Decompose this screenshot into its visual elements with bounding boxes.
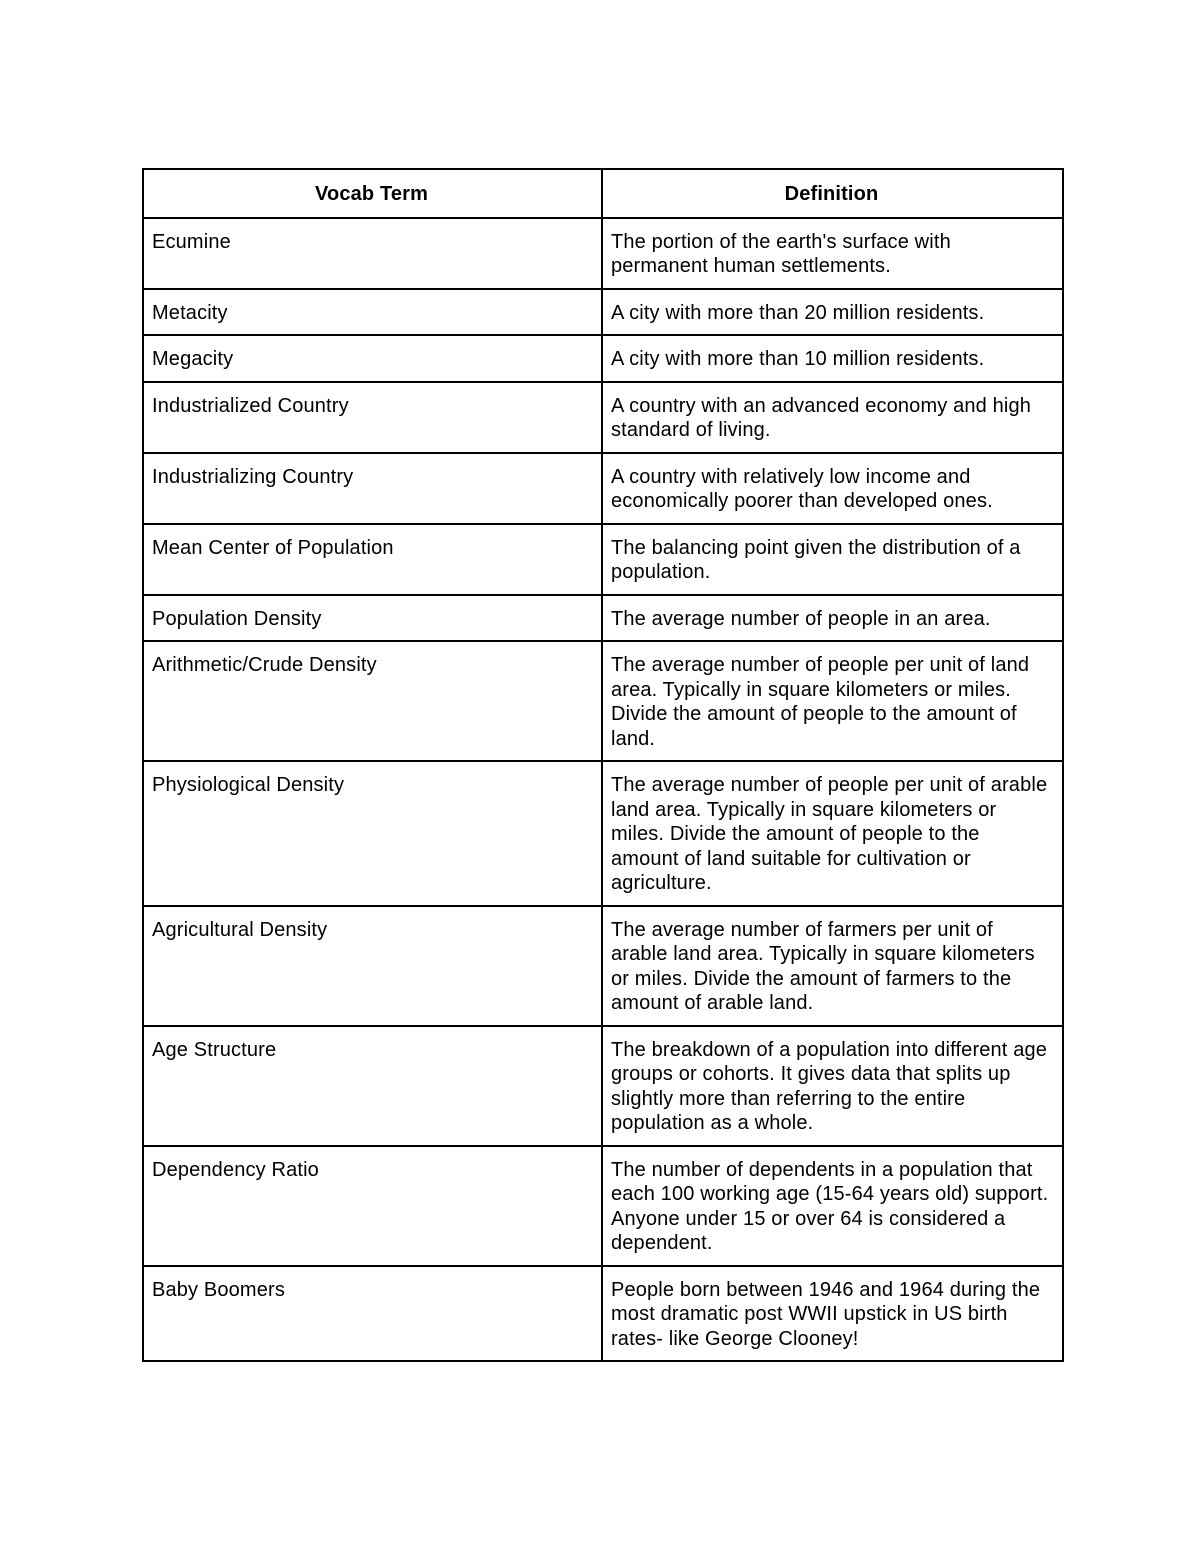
header-definition: Definition [602,169,1063,218]
vocab-table [142,168,1064,1362]
table-header-row [143,169,1063,218]
definition-cell: The number of dependents in a population that each 100 working age (15-64 years old) support. Anyone under 15 or over 64 is considered a dependent. [602,1146,1063,1266]
table-row [143,1266,1063,1362]
definition-cell: A city with more than 10 million residents. [602,335,1063,382]
table-row [143,595,1063,642]
term-cell: Population Density [143,595,602,642]
table-row [143,289,1063,336]
term-cell: Industrializing Country [143,453,602,524]
definition-cell: A city with more than 20 million residents. [602,289,1063,336]
table-row [143,335,1063,382]
term-cell: Industrialized Country [143,382,602,453]
term-cell: Metacity [143,289,602,336]
header-vocab-term: Vocab Term [143,169,602,218]
table-row [143,382,1063,453]
definition-cell: The average number of people per unit of land area. Typically in square kilometers or miles. Divide the amount of people to the amount of land. [602,641,1063,761]
term-cell: Agricultural Density [143,906,602,1026]
definition-cell: The breakdown of a population into different age groups or cohorts. It gives data that splits up slightly more than referring to the entire population as a whole. [602,1026,1063,1146]
definition-cell: The portion of the earth's surface with permanent human settlements. [602,218,1063,289]
table-row [143,906,1063,1026]
term-cell: Dependency Ratio [143,1146,602,1266]
term-cell: Arithmetic/Crude Density [143,641,602,761]
table-row [143,1146,1063,1266]
definition-cell: A country with an advanced economy and high standard of living. [602,382,1063,453]
term-cell: Baby Boomers [143,1266,602,1362]
table-row [143,641,1063,761]
definition-cell: The balancing point given the distribution of a population. [602,524,1063,595]
definition-cell: People born between 1946 and 1964 during the most dramatic post WWII upstick in US birth rates- like George Clooney! [602,1266,1063,1362]
term-cell: Physiological Density [143,761,602,906]
table-row [143,524,1063,595]
table-row [143,761,1063,906]
definition-cell: The average number of people per unit of arable land area. Typically in square kilometers or miles. Divide the amount of people to the amount of land suitable for cultivation or agriculture. [602,761,1063,906]
term-cell: Age Structure [143,1026,602,1146]
table-row [143,1026,1063,1146]
definition-cell: A country with relatively low income and economically poorer than developed ones. [602,453,1063,524]
definition-cell: The average number of people in an area. [602,595,1063,642]
definition-cell: The average number of farmers per unit of arable land area. Typically in square kilometers or miles. Divide the amount of farmers to the amount of arable land. [602,906,1063,1026]
term-cell: Megacity [143,335,602,382]
term-cell: Mean Center of Population [143,524,602,595]
table-row [143,453,1063,524]
term-cell: Ecumine [143,218,602,289]
table-row [143,218,1063,289]
